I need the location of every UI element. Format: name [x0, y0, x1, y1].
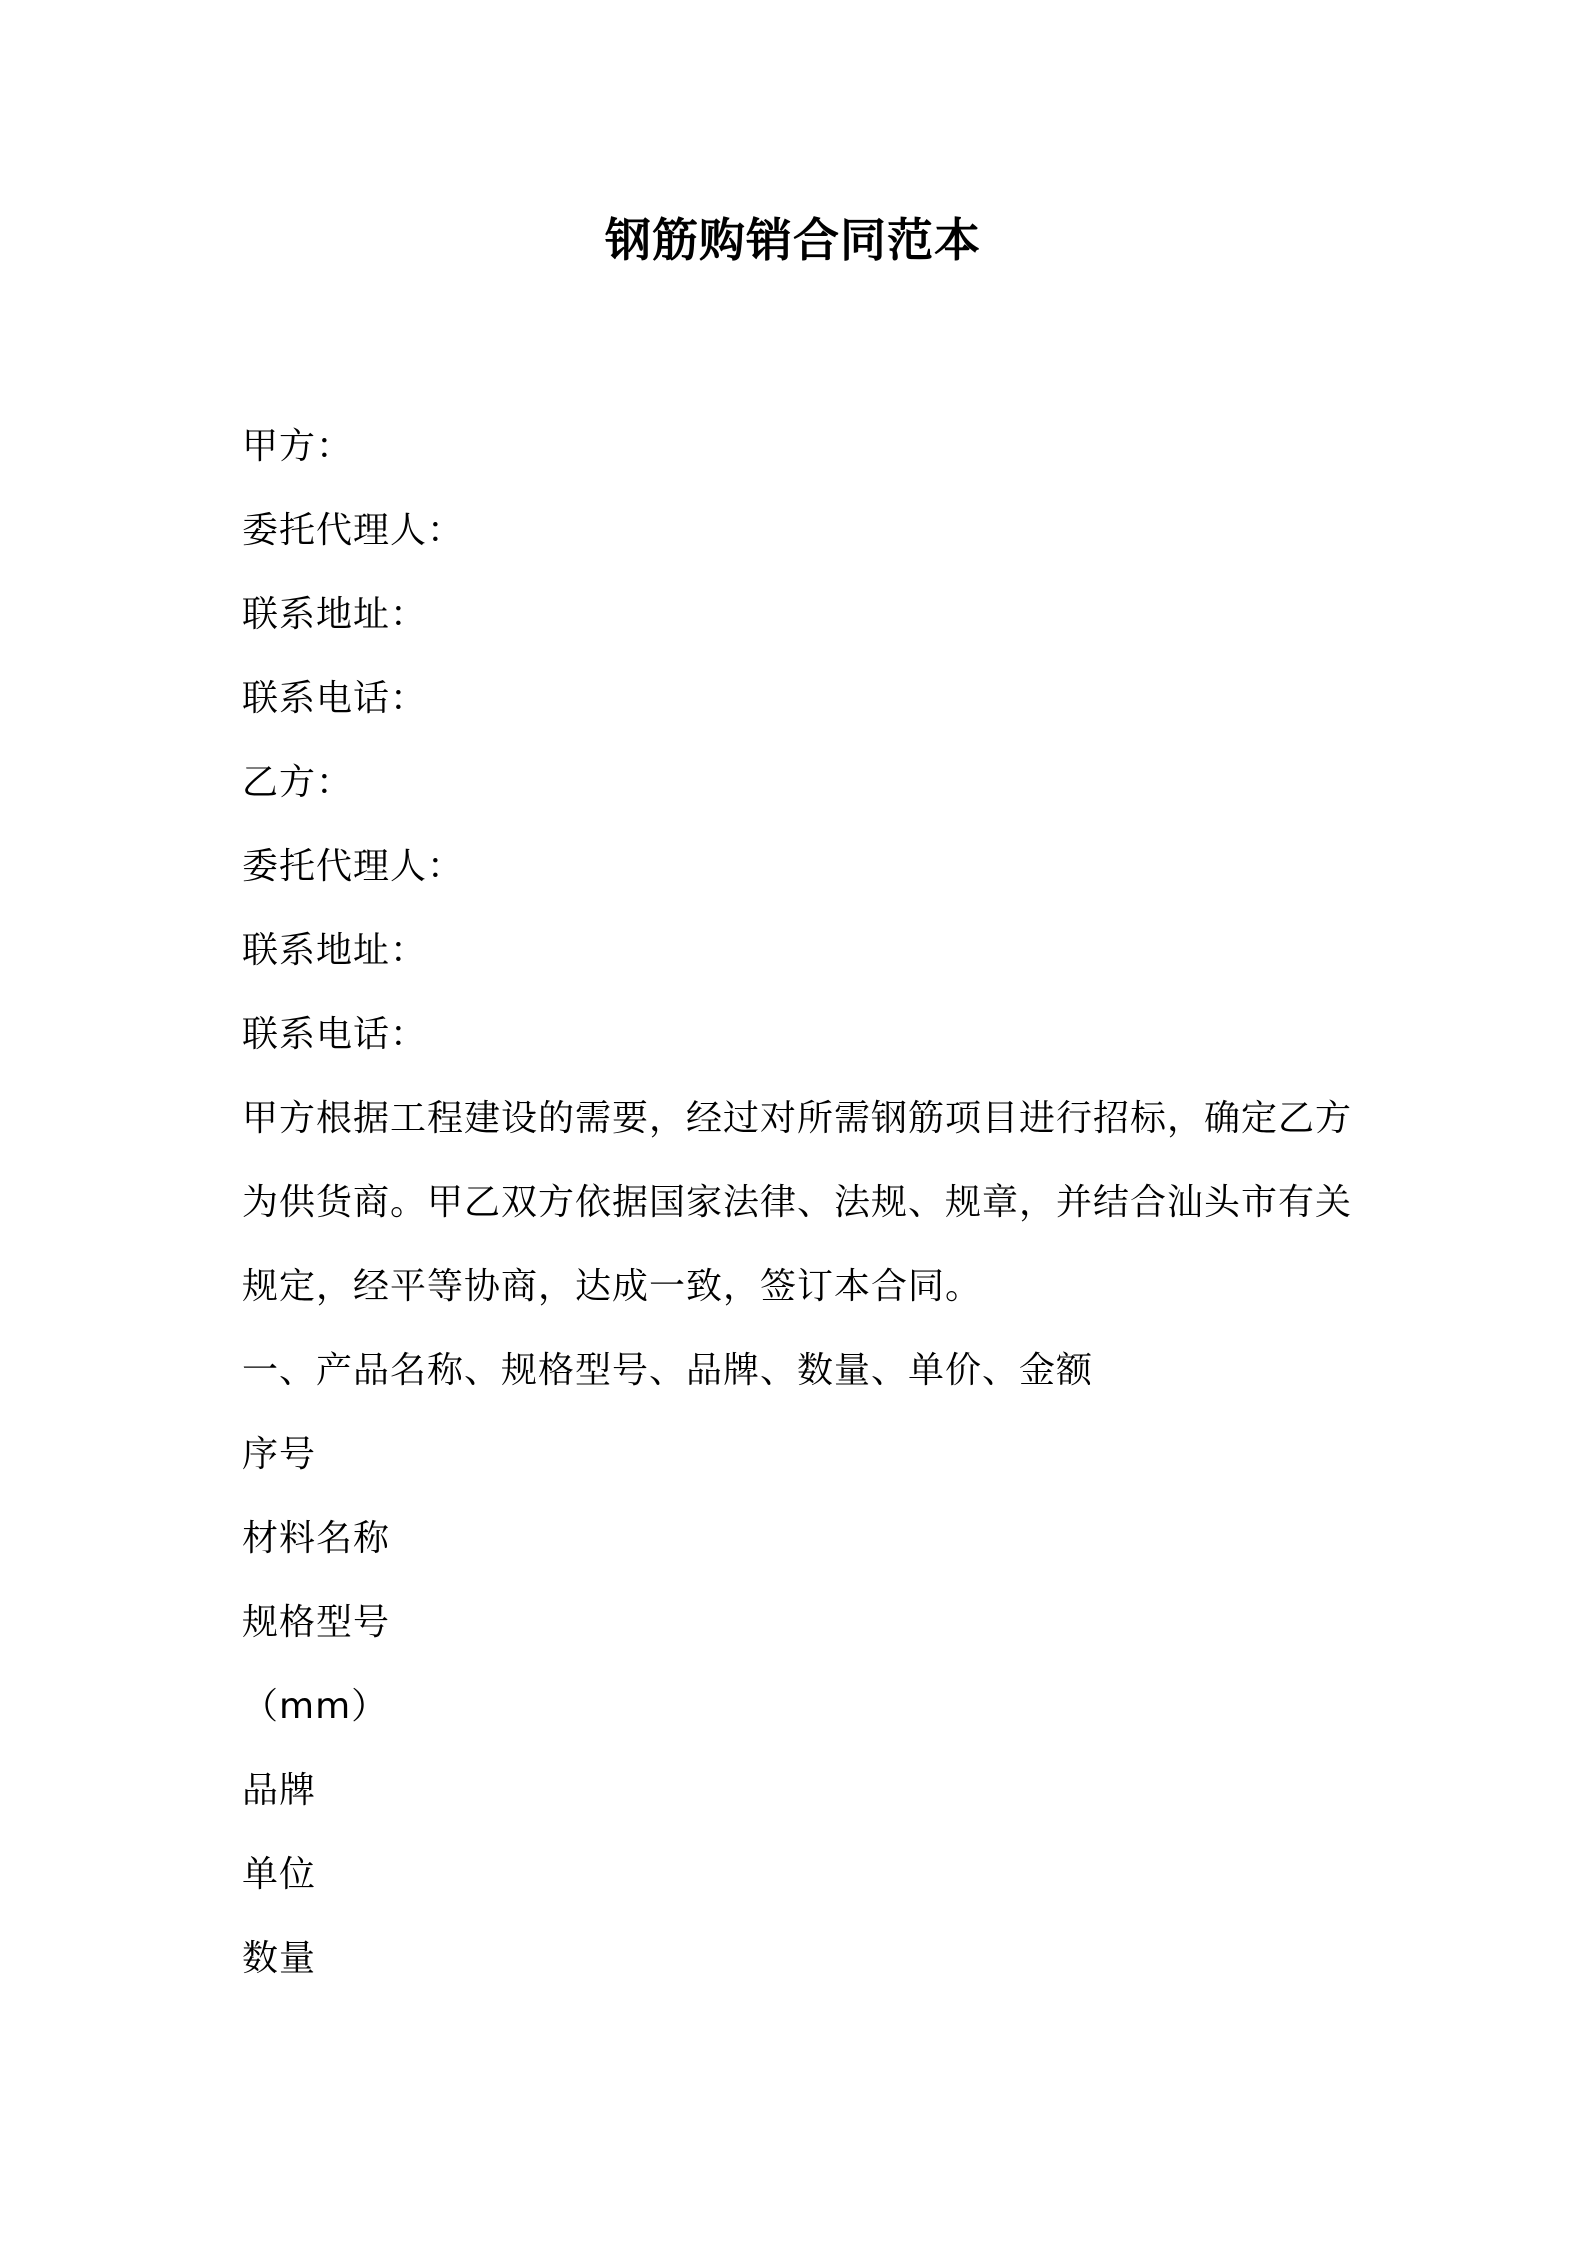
- field-serial-no: 序号: [242, 1434, 317, 1475]
- party-a-agent-label: 委托代理人：: [242, 510, 465, 551]
- field-spec-unit-mm: （mm）: [242, 1686, 389, 1727]
- document-body: [242, 405, 1352, 2001]
- field-brand: 品牌: [242, 1770, 317, 1811]
- document-title: 钢筋购销合同范本: [605, 213, 981, 267]
- party-b-agent-label: 委托代理人：: [242, 846, 465, 887]
- party-b-phone-label: 联系电话：: [242, 1014, 428, 1055]
- field-unit: 单位: [242, 1854, 317, 1895]
- party-a-name-label: 甲方：: [242, 426, 354, 467]
- party-b-address-label: 联系地址：: [242, 930, 428, 971]
- intro-paragraph: 甲方根据工程建设的需要，经过对所需钢筋项目进行招标，确定乙方为供货商。甲乙双方依据国家法律、法规、规章，并结合汕头市有关规定，经平等协商，达成一致，签订本合同。: [242, 1098, 1353, 1307]
- field-material-name: 材料名称: [242, 1518, 391, 1559]
- party-a-address-label: 联系地址：: [242, 594, 428, 635]
- party-a-phone-label: 联系电话：: [242, 678, 428, 719]
- field-quantity: 数量: [242, 1938, 317, 1979]
- field-spec-model: 规格型号: [242, 1602, 391, 1643]
- section-1-heading: 一、产品名称、规格型号、品牌、数量、单价、金额: [242, 1350, 1094, 1391]
- party-b-name-label: 乙方：: [242, 762, 354, 803]
